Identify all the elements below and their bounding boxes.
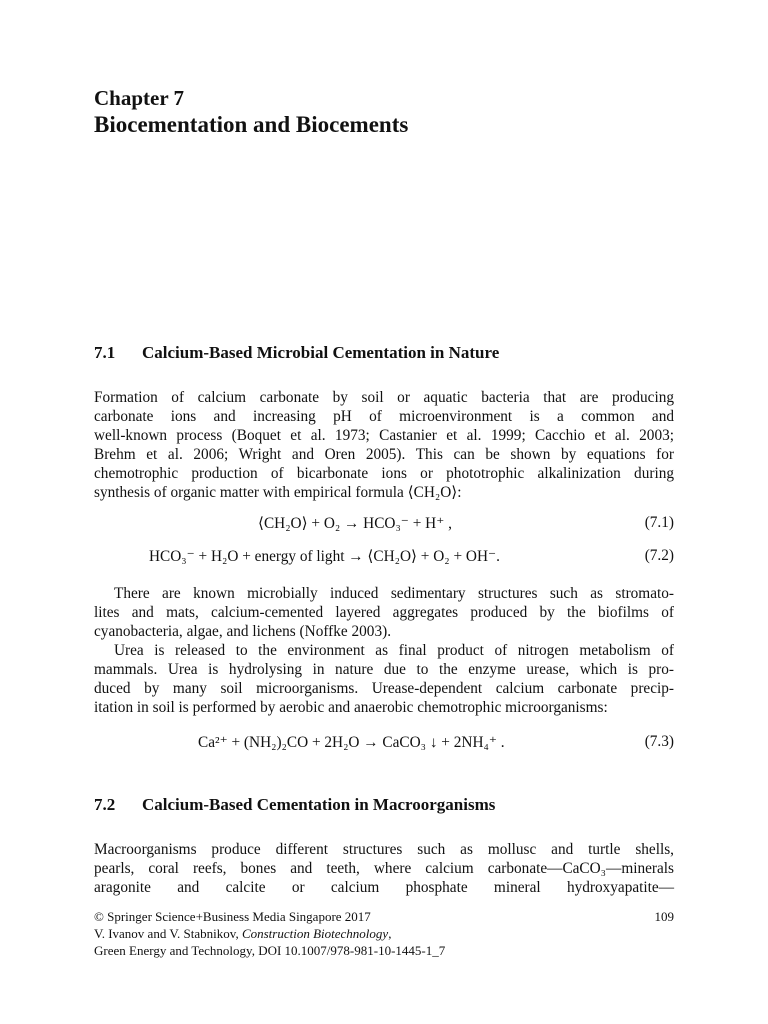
section-heading-7-2 xyxy=(94,795,495,815)
chapter-label: Chapter 7 xyxy=(94,86,185,110)
text-line: Macroorganisms produce different structures such as mollusc and turtle shells, xyxy=(94,841,674,858)
equation-expression: ⟨CH₂O⟩ + O₂ → HCO₃⁻ + H⁺ , xyxy=(258,515,452,532)
text-line: duced by many soil microorganisms. Urease-dependent calcium carbonate precip- xyxy=(94,680,674,697)
text-line: Brehm et al. 2006; Wright and Oren 2005). This can be shown by equations for xyxy=(94,446,674,463)
text-line: lites and mats, calcium-cemented layered aggregates produced by the biofilms of xyxy=(94,604,674,621)
authors-suffix: , xyxy=(388,926,392,941)
equation-expression: Ca²⁺ + (NH₂)₂CO + 2H₂O → CaCO₃ ↓ + 2NH₄⁺ . xyxy=(198,734,505,751)
section-title: Calcium-Based Cementation in Macroorganisms xyxy=(142,795,496,814)
text-line: aragonite and calcite or calcium phosphate mineral hydroxyapatite— xyxy=(94,879,674,896)
page-footer xyxy=(94,908,674,959)
text-line: synthesis of organic matter with empirical formula ⟨CH₂O⟩: xyxy=(94,484,462,501)
paragraph-urea xyxy=(94,641,674,717)
text-line: well-known process (Boquet et al. 1973; Castanier et al. 1999; Cacchio et al. 2003; xyxy=(94,427,674,444)
equation-number: (7.3) xyxy=(644,733,674,750)
text-line: mammals. Urea is hydrolysing in nature due to the enzyme urease, which is pro- xyxy=(94,661,674,678)
text-line: carbonate ions and increasing pH of microenvironment is a common and xyxy=(94,408,674,425)
section-number: 7.1 xyxy=(94,343,116,362)
equation-7-1 xyxy=(94,514,674,534)
equation-number: (7.2) xyxy=(644,547,674,564)
paragraph-formation xyxy=(94,388,674,502)
text-line: cyanobacteria, algae, and lichens (Noffke 2003). xyxy=(94,623,392,640)
page-number: 109 xyxy=(654,909,674,924)
text-line: Formation of calcium carbonate by soil or aquatic bacteria that are producing xyxy=(94,389,674,406)
chapter-title: Biocementation and Biocements xyxy=(94,112,409,137)
section-number: 7.2 xyxy=(94,795,116,814)
series-doi-line: Green Energy and Technology, DOI 10.1007/978-981-10-1445-1_7 xyxy=(94,943,446,958)
section-title: Calcium-Based Microbial Cementation in Nature xyxy=(142,343,500,362)
paragraph-structures xyxy=(94,584,674,641)
text-line: pearls, coral reefs, bones and teeth, where calcium carbonate—CaCO₃—minerals xyxy=(94,860,674,877)
citation-line xyxy=(94,925,674,942)
section-heading-7-1 xyxy=(94,343,499,363)
paragraph-macroorganisms xyxy=(94,840,674,897)
equation-expression: HCO₃⁻ + H₂O + energy of light → ⟨CH₂O⟩ + O₂ + OH⁻. xyxy=(149,548,500,565)
authors: V. Ivanov and V. Stabnikov, xyxy=(94,926,242,941)
book-title: Construction Biotechnology xyxy=(241,926,389,941)
text-line: There are known microbially induced sedimentary structures such as stromato- xyxy=(114,585,674,602)
equation-7-3 xyxy=(94,733,674,753)
equation-7-2 xyxy=(94,547,674,567)
copyright-line: © Springer Science+Business Media Singapore 2017 xyxy=(94,909,371,924)
text-line: chemotrophic production of bicarbonate ions or phototrophic alkalinization during xyxy=(94,465,674,482)
text-line: Urea is released to the environment as final product of nitrogen metabolism of xyxy=(114,642,674,659)
equation-number: (7.1) xyxy=(644,514,674,531)
text-line: itation in soil is performed by aerobic and anaerobic chemotrophic microorganisms: xyxy=(94,699,608,716)
